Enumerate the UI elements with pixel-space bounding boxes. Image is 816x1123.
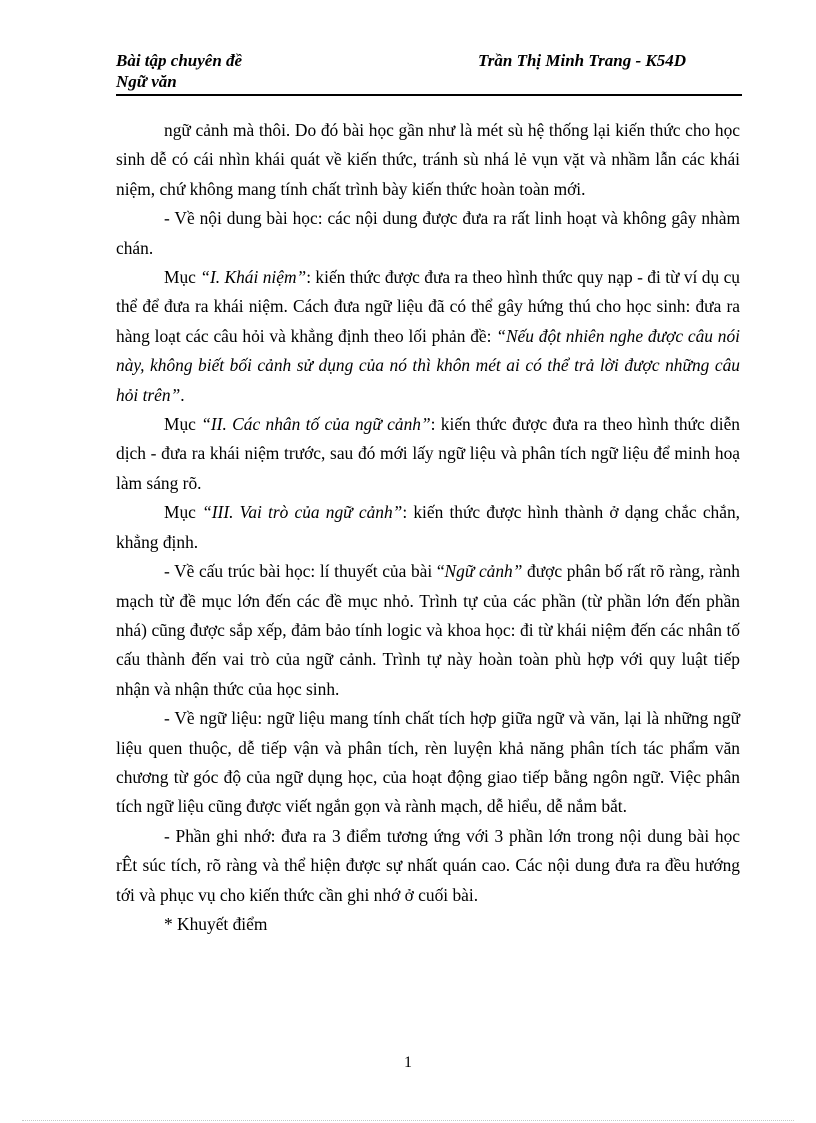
header-left xyxy=(116,50,242,92)
text-run: : kiến thức được hình thành ở dạng chắc chắn, khẳng định. xyxy=(116,502,740,552)
text-run: Mục xyxy=(164,267,201,288)
paragraph-drawbacks: * Khuyết điểm xyxy=(164,913,268,934)
text-run: - Về cấu trúc bài học: lí thuyết của bài “ xyxy=(164,561,445,582)
quote: “Nếu đột nhiên nghe được câu nói này, không biết bối cảnh sử dụng của nó thì khôn mét ai có thể trả lời được những câu hỏi trên” xyxy=(116,325,740,405)
section-title-2: “II. Các nhân tố của ngữ cảnh” xyxy=(201,414,431,435)
text-run: : kiến thức được đưa ra theo hình thức diễn dịch - đưa ra khái niệm trước, sau đó mới lấy ngữ liệu và phân tích ngữ liệu để minh hoạ làm sáng rõ. xyxy=(116,414,740,493)
page-number: 1 xyxy=(404,1054,412,1071)
paragraph-content: - Về nội dung bài học: các nội dung được đưa ra rất linh hoạt và không gây nhàm chán. xyxy=(116,208,740,258)
paragraph-summary: - Phần ghi nhớ: đưa ra 3 điểm tương ứng với 3 phần lớn trong nội dung bài học rÊt súc tích, rõ ràng và thể hiện được sự nhất quán cao. Các nội dung đưa ra đều hướng tới và phục vụ cho kiến thức cần ghi nhớ ở cuối bài. xyxy=(116,825,740,905)
header-course-title: Bài tập chuyên đề xyxy=(116,51,243,70)
header-subject: Ngữ văn xyxy=(116,72,177,91)
text-run: Mục xyxy=(164,502,203,523)
paragraph-materials: - Về ngữ liệu: ngữ liệu mang tính chất tích hợp giữa ngữ và văn, lại là những ngữ liệu quen thuộc, dễ tiếp vận và phân tích, rèn luyện khả năng phân tích tác phẩm văn chương từ góc độ của ngữ dụng học, của hoạt động giao tiếp bằng ngôn ngữ. Việc phân tích ngữ liệu cũng được viết ngắn gọn và rành mạch, dễ hiểu, dễ nắm bắt. xyxy=(116,708,740,817)
paragraph-section-3 xyxy=(116,498,740,557)
text-run: : kiến thức được đưa ra theo hình thức quy nạp - đi từ ví dụ cụ thể để đưa ra khái niệm. Cách đưa ngữ liệu đã có thể gây hứng thú cho học sinh: đưa ra hàng loạt các câu hỏi và khẳng định theo lối phản đề: xyxy=(116,267,740,346)
paragraph-section-2 xyxy=(116,410,740,498)
text-run: được phân bố rất rõ ràng, rành mạch từ đề mục lớn đến các đề mục nhỏ. Trình tự của các phần (từ phần lớn đến phần nhá) cũng được sắp xếp, đảm bảo tính logic và khoa học: đi từ khái niệm đến các nhân tố cấu thành đến vai trò của ngữ cảnh. Trình tự này hoàn toàn phù hợp với quy luật tiếp nhận và nhận thức của học sinh. xyxy=(116,561,740,699)
section-title-3: “III. Vai trò của ngữ cảnh” xyxy=(202,502,403,523)
lesson-title: Ngữ cảnh” xyxy=(444,561,523,582)
section-title-1: “I. Khái niệm” xyxy=(200,267,307,288)
header-author: Trần Thị Minh Trang - K54D xyxy=(478,51,686,70)
paragraph-structure xyxy=(116,557,740,704)
page-bottom-divider xyxy=(22,1120,794,1121)
paragraph-1: ngữ cảnh mà thôi. Do đó bài học gần như là mét sù hệ thống lại kiến thức cho học sinh dễ có cái nhìn khái quát về kiến thức, tránh sù nhá lẻ vụn vặt và nhầm lẫn các khái niệm, chứ không mang tính chất trình bày kiến thức hoàn toàn mới. xyxy=(116,120,740,199)
paragraph-section-1 xyxy=(116,263,740,410)
page-header xyxy=(116,50,742,96)
document-body xyxy=(116,116,740,939)
text-run: . xyxy=(180,384,185,405)
text-run: Mục xyxy=(164,414,202,435)
